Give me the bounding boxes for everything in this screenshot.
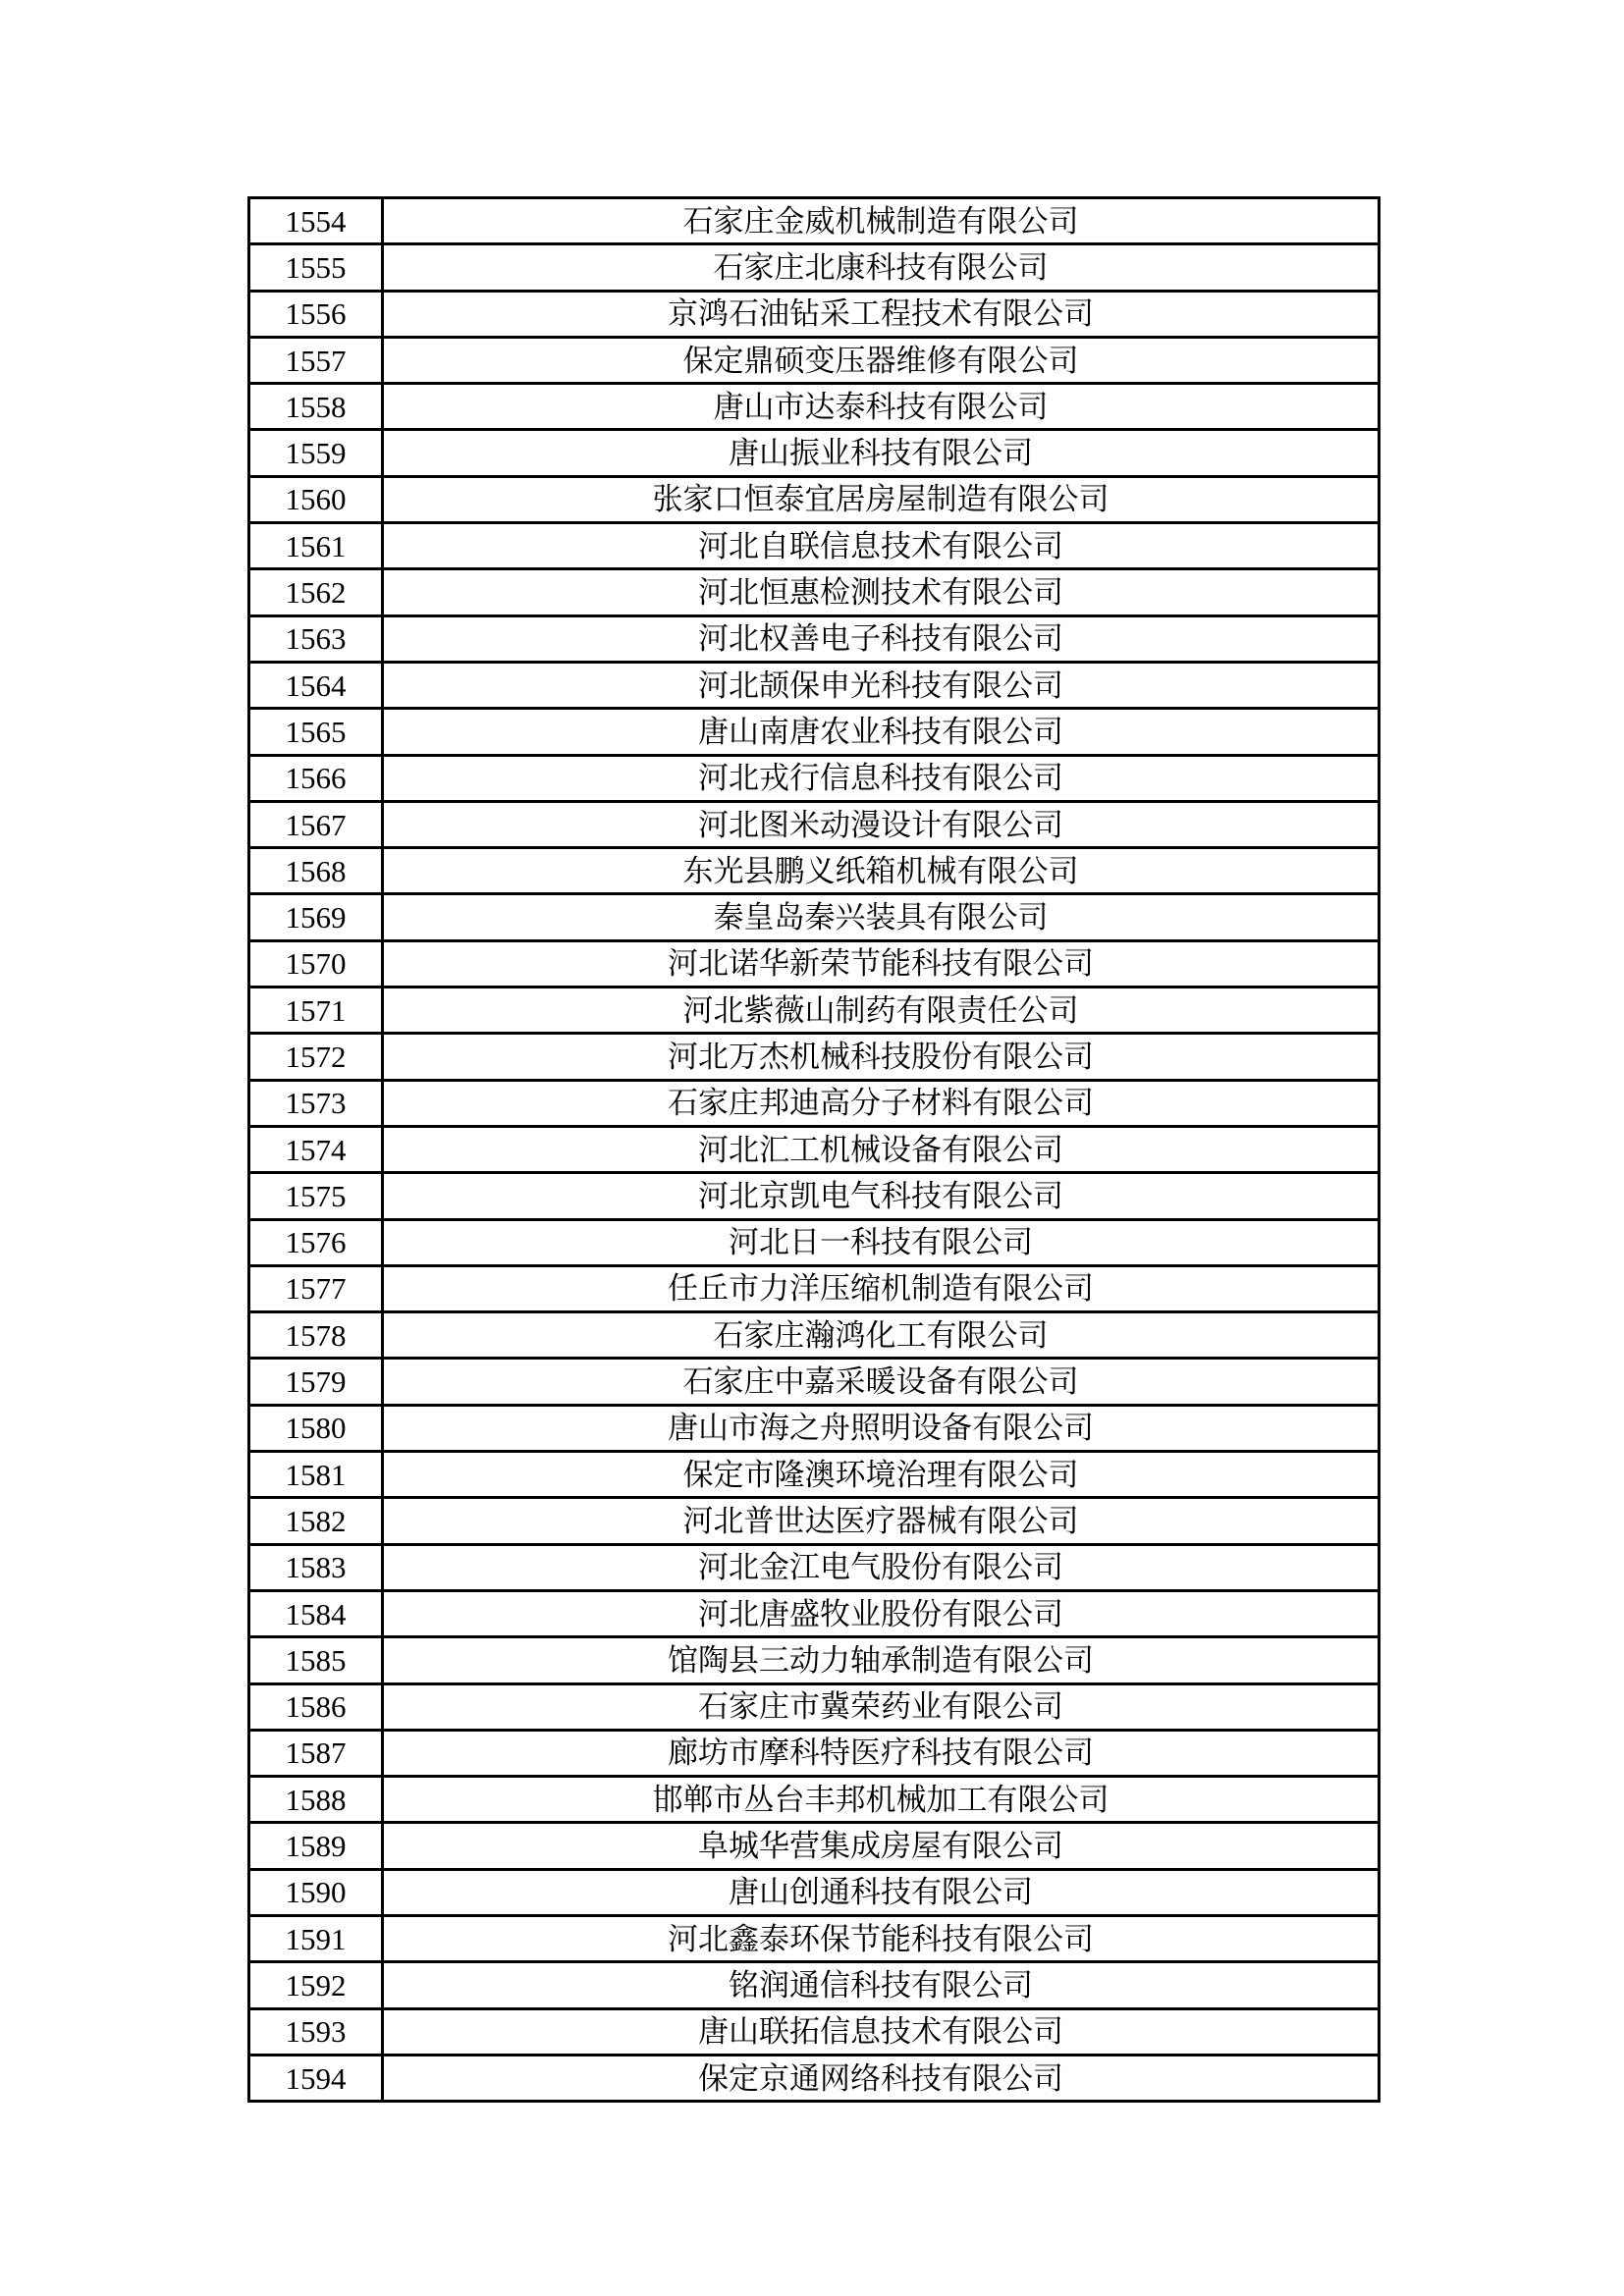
row-number-cell: 1586 bbox=[249, 1683, 383, 1730]
row-number-cell: 1592 bbox=[249, 1962, 383, 2008]
company-name-cell: 石家庄金威机械制造有限公司 bbox=[383, 198, 1380, 244]
row-number-cell: 1593 bbox=[249, 2008, 383, 2055]
company-name-cell: 馆陶县三动力轴承制造有限公司 bbox=[383, 1637, 1380, 1683]
company-name-cell: 唐山南唐农业科技有限公司 bbox=[383, 709, 1380, 755]
table-row bbox=[249, 1034, 1380, 1080]
row-number-cell: 1557 bbox=[249, 337, 383, 383]
table-row bbox=[249, 1452, 1380, 1498]
row-number-cell: 1555 bbox=[249, 244, 383, 291]
company-name-cell: 保定鼎硕变压器维修有限公司 bbox=[383, 337, 1380, 383]
company-name-cell: 石家庄中嘉采暖设备有限公司 bbox=[383, 1359, 1380, 1405]
company-name-cell: 河北颉保申光科技有限公司 bbox=[383, 662, 1380, 708]
company-name-cell: 河北金江电气股份有限公司 bbox=[383, 1544, 1380, 1590]
row-number-cell: 1572 bbox=[249, 1034, 383, 1080]
table-row bbox=[249, 1544, 1380, 1590]
row-number-cell: 1565 bbox=[249, 709, 383, 755]
table-row bbox=[249, 337, 1380, 383]
company-name-cell: 东光县鹏义纸箱机械有限公司 bbox=[383, 848, 1380, 894]
table-row bbox=[249, 2055, 1380, 2101]
row-number-cell: 1561 bbox=[249, 523, 383, 569]
company-table bbox=[247, 196, 1380, 2103]
row-number-cell: 1558 bbox=[249, 384, 383, 430]
table-row bbox=[249, 1683, 1380, 1730]
company-name-cell: 石家庄市冀荣药业有限公司 bbox=[383, 1683, 1380, 1730]
row-number-cell: 1583 bbox=[249, 1544, 383, 1590]
company-name-cell: 河北万杰机械科技股份有限公司 bbox=[383, 1034, 1380, 1080]
table-row bbox=[249, 709, 1380, 755]
row-number-cell: 1564 bbox=[249, 662, 383, 708]
row-number-cell: 1581 bbox=[249, 1452, 383, 1498]
table-row bbox=[249, 848, 1380, 894]
table-row bbox=[249, 662, 1380, 708]
company-name-cell: 河北京凯电气科技有限公司 bbox=[383, 1173, 1380, 1219]
row-number-cell: 1587 bbox=[249, 1730, 383, 1776]
row-number-cell: 1566 bbox=[249, 755, 383, 801]
row-number-cell: 1554 bbox=[249, 198, 383, 244]
row-number-cell: 1577 bbox=[249, 1265, 383, 1311]
company-name-cell: 唐山市海之舟照明设备有限公司 bbox=[383, 1405, 1380, 1451]
company-name-cell: 石家庄邦迪高分子材料有限公司 bbox=[383, 1080, 1380, 1126]
company-name-cell: 河北戎行信息科技有限公司 bbox=[383, 755, 1380, 801]
row-number-cell: 1580 bbox=[249, 1405, 383, 1451]
company-name-cell: 河北紫薇山制药有限责任公司 bbox=[383, 988, 1380, 1034]
company-name-cell: 邯郸市丛台丰邦机械加工有限公司 bbox=[383, 1777, 1380, 1823]
table-row bbox=[249, 2008, 1380, 2055]
company-name-cell: 京鸿石油钻采工程技术有限公司 bbox=[383, 291, 1380, 337]
row-number-cell: 1590 bbox=[249, 1869, 383, 1915]
row-number-cell: 1571 bbox=[249, 988, 383, 1034]
table-row bbox=[249, 198, 1380, 244]
table-row bbox=[249, 615, 1380, 662]
table-row bbox=[249, 291, 1380, 337]
company-name-cell: 河北诺华新荣节能科技有限公司 bbox=[383, 940, 1380, 987]
table-row bbox=[249, 1126, 1380, 1172]
table-row bbox=[249, 1219, 1380, 1265]
table-row bbox=[249, 1173, 1380, 1219]
row-number-cell: 1570 bbox=[249, 940, 383, 987]
company-name-cell: 唐山联拓信息技术有限公司 bbox=[383, 2008, 1380, 2055]
company-name-cell: 石家庄北康科技有限公司 bbox=[383, 244, 1380, 291]
company-name-cell: 唐山市达泰科技有限公司 bbox=[383, 384, 1380, 430]
table-row bbox=[249, 384, 1380, 430]
company-name-cell: 河北汇工机械设备有限公司 bbox=[383, 1126, 1380, 1172]
company-name-cell: 河北权善电子科技有限公司 bbox=[383, 615, 1380, 662]
table-row bbox=[249, 894, 1380, 940]
company-name-cell: 石家庄瀚鸿化工有限公司 bbox=[383, 1312, 1380, 1359]
table-row bbox=[249, 1962, 1380, 2008]
row-number-cell: 1579 bbox=[249, 1359, 383, 1405]
table-row bbox=[249, 940, 1380, 987]
table-row bbox=[249, 569, 1380, 615]
table-row bbox=[249, 755, 1380, 801]
row-number-cell: 1556 bbox=[249, 291, 383, 337]
company-name-cell: 河北唐盛牧业股份有限公司 bbox=[383, 1590, 1380, 1636]
company-name-cell: 任丘市力洋压缩机制造有限公司 bbox=[383, 1265, 1380, 1311]
company-name-cell: 保定市隆澳环境治理有限公司 bbox=[383, 1452, 1380, 1498]
table-row bbox=[249, 1777, 1380, 1823]
row-number-cell: 1567 bbox=[249, 801, 383, 847]
row-number-cell: 1568 bbox=[249, 848, 383, 894]
company-name-cell: 河北日一科技有限公司 bbox=[383, 1219, 1380, 1265]
company-name-cell: 铭润通信科技有限公司 bbox=[383, 1962, 1380, 2008]
row-number-cell: 1585 bbox=[249, 1637, 383, 1683]
table-row bbox=[249, 1080, 1380, 1126]
company-name-cell: 唐山振业科技有限公司 bbox=[383, 430, 1380, 476]
table-row bbox=[249, 1730, 1380, 1776]
company-name-cell: 唐山创通科技有限公司 bbox=[383, 1869, 1380, 1915]
company-name-cell: 河北自联信息技术有限公司 bbox=[383, 523, 1380, 569]
company-name-cell: 张家口恒泰宜居房屋制造有限公司 bbox=[383, 476, 1380, 522]
table-row bbox=[249, 1915, 1380, 1961]
table-row bbox=[249, 1312, 1380, 1359]
row-number-cell: 1588 bbox=[249, 1777, 383, 1823]
row-number-cell: 1594 bbox=[249, 2055, 383, 2101]
company-name-cell: 河北图米动漫设计有限公司 bbox=[383, 801, 1380, 847]
table-row bbox=[249, 1637, 1380, 1683]
row-number-cell: 1573 bbox=[249, 1080, 383, 1126]
table-row bbox=[249, 988, 1380, 1034]
company-name-cell: 保定京通网络科技有限公司 bbox=[383, 2055, 1380, 2101]
row-number-cell: 1582 bbox=[249, 1498, 383, 1544]
table-row bbox=[249, 1869, 1380, 1915]
table-row bbox=[249, 1265, 1380, 1311]
row-number-cell: 1578 bbox=[249, 1312, 383, 1359]
company-name-cell: 廊坊市摩科特医疗科技有限公司 bbox=[383, 1730, 1380, 1776]
company-name-cell: 河北普世达医疗器械有限公司 bbox=[383, 1498, 1380, 1544]
table-row bbox=[249, 801, 1380, 847]
company-name-cell: 河北恒惠检测技术有限公司 bbox=[383, 569, 1380, 615]
row-number-cell: 1560 bbox=[249, 476, 383, 522]
table-row bbox=[249, 430, 1380, 476]
company-name-cell: 河北鑫泰环保节能科技有限公司 bbox=[383, 1915, 1380, 1961]
table-row bbox=[249, 1590, 1380, 1636]
row-number-cell: 1563 bbox=[249, 615, 383, 662]
table-row bbox=[249, 523, 1380, 569]
table-body bbox=[249, 198, 1380, 2102]
company-name-cell: 秦皇岛秦兴装具有限公司 bbox=[383, 894, 1380, 940]
row-number-cell: 1584 bbox=[249, 1590, 383, 1636]
row-number-cell: 1591 bbox=[249, 1915, 383, 1961]
row-number-cell: 1575 bbox=[249, 1173, 383, 1219]
table-row bbox=[249, 1359, 1380, 1405]
table-row bbox=[249, 1498, 1380, 1544]
row-number-cell: 1574 bbox=[249, 1126, 383, 1172]
row-number-cell: 1576 bbox=[249, 1219, 383, 1265]
company-name-cell: 阜城华营集成房屋有限公司 bbox=[383, 1823, 1380, 1869]
table-row bbox=[249, 476, 1380, 522]
row-number-cell: 1559 bbox=[249, 430, 383, 476]
row-number-cell: 1569 bbox=[249, 894, 383, 940]
table-row bbox=[249, 1405, 1380, 1451]
table-row bbox=[249, 1823, 1380, 1869]
row-number-cell: 1589 bbox=[249, 1823, 383, 1869]
table-row bbox=[249, 244, 1380, 291]
row-number-cell: 1562 bbox=[249, 569, 383, 615]
